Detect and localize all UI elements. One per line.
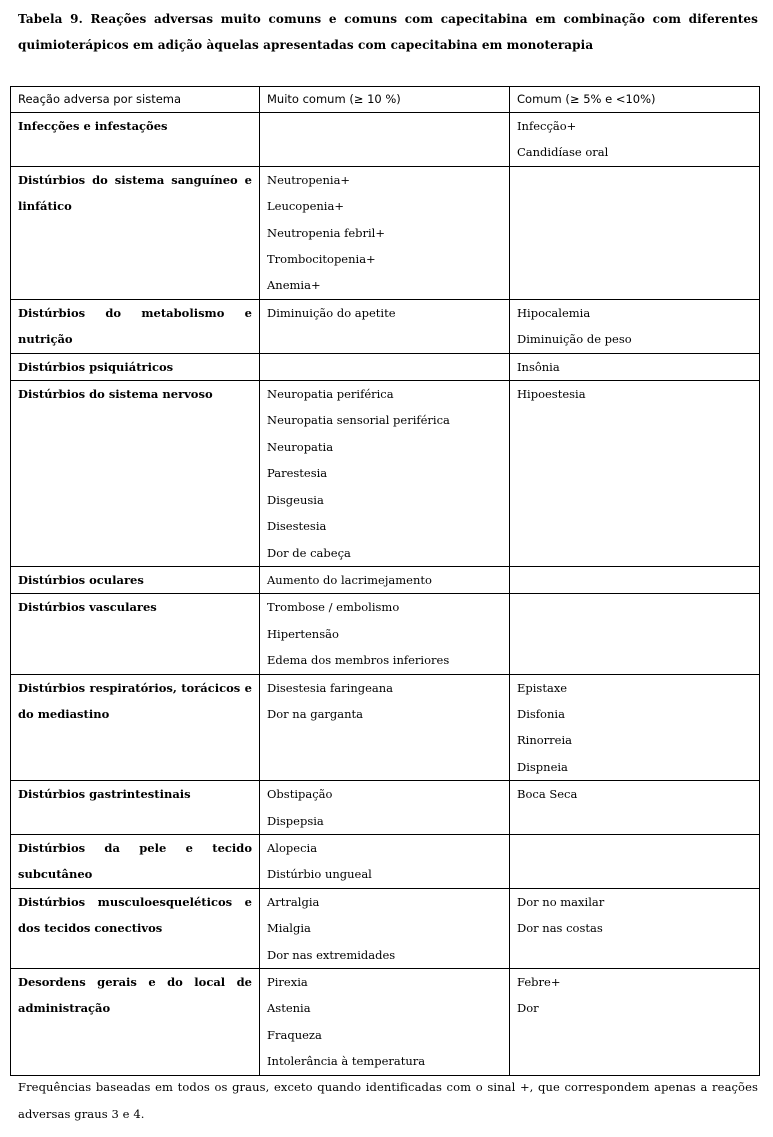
reaction-item: Dor	[517, 1001, 539, 1016]
system-cell	[11, 381, 260, 567]
reaction-item: Disestesia faringeana	[267, 680, 394, 695]
column-header-common: Comum (≥ 5% e <10%)	[510, 87, 760, 113]
reaction-item: Candidíase oral	[517, 145, 609, 160]
system-cell	[11, 594, 260, 674]
reaction-item: Trombocitopenia+	[267, 252, 376, 267]
table-row	[11, 113, 760, 167]
reaction-item: Febre+	[517, 975, 561, 989]
reaction-item: Hipoestesia	[517, 387, 586, 402]
reaction-item: Hipocalemia	[517, 305, 591, 320]
very-common-cell	[260, 888, 510, 968]
system-label: Infecções e infestações	[18, 119, 168, 133]
reaction-item: Neutropenia febril+	[267, 225, 385, 240]
table-row	[11, 594, 760, 674]
reaction-item: Alopecia	[267, 840, 318, 855]
table-caption: Tabela 9. Reações adversas muito comuns e comuns com capecitabina em combinação com diferentes quimioterápicos em adição àquelas apresentadas com capecitabina em monoterapia	[18, 12, 758, 52]
reaction-item: Dispneia	[517, 759, 568, 774]
reaction-item: Parestesia	[267, 466, 328, 481]
very-common-cell	[260, 166, 510, 299]
common-cell	[510, 834, 760, 888]
reaction-item: Fraqueza	[267, 1027, 322, 1042]
reaction-item: Hipertensão	[267, 626, 339, 641]
system-cell	[11, 781, 260, 835]
reaction-item: Leucopenia+	[267, 199, 344, 214]
column-header-very-common: Muito comum (≥ 10 %)	[260, 87, 510, 113]
column-header-system: Reação adversa por sistema	[11, 87, 260, 113]
very-common-cell	[260, 381, 510, 567]
very-common-cell	[260, 969, 510, 1076]
table-row	[11, 781, 760, 835]
reaction-item: Neuropatia	[267, 439, 334, 454]
reaction-item: Anemia+	[267, 278, 321, 293]
system-cell	[11, 969, 260, 1076]
table-row	[11, 969, 760, 1076]
system-label: Distúrbios gastrintestinais	[18, 787, 191, 802]
reaction-item: Neuropatia periférica	[267, 387, 394, 402]
very-common-cell	[260, 834, 510, 888]
reaction-item: Boca Seca	[517, 787, 578, 802]
reaction-item: Dor nas extremidades	[267, 947, 396, 962]
common-cell	[510, 381, 760, 567]
system-cell	[11, 299, 260, 353]
system-label: Distúrbios psiquiátricos	[18, 359, 174, 374]
table-footnote: Frequências baseadas em todos os graus, exceto quando identificadas com o sinal +, que correspondem apenas a reações adversas graus 3 e 4.	[18, 1080, 758, 1121]
reaction-item: Dor na garganta	[267, 706, 364, 721]
table-row	[11, 381, 760, 567]
reaction-item: Intolerância à temperatura	[267, 1054, 426, 1069]
common-cell	[510, 166, 760, 299]
common-cell	[510, 353, 760, 380]
reaction-item: Disgeusia	[267, 492, 324, 507]
reaction-item: Obstipação	[267, 787, 333, 802]
table-row	[11, 674, 760, 781]
very-common-cell	[260, 566, 510, 593]
reaction-item: Mialgia	[267, 921, 311, 936]
reaction-item: Diminuição de peso	[517, 332, 632, 347]
reaction-item: Distúrbio ungueal	[267, 867, 372, 882]
very-common-cell	[260, 353, 510, 380]
very-common-cell	[260, 674, 510, 781]
system-cell	[11, 166, 260, 299]
system-label: Distúrbios do sistema sanguíneo e linfático	[18, 172, 252, 214]
reaction-item: Dispepsia	[267, 813, 324, 828]
common-cell	[510, 566, 760, 593]
system-cell	[11, 674, 260, 781]
table-header-row	[11, 87, 760, 113]
system-cell	[11, 353, 260, 380]
system-label: Distúrbios da pele e tecido subcutâneo	[18, 840, 252, 882]
system-label: Distúrbios vasculares	[18, 600, 157, 615]
reaction-item: Edema dos membros inferiores	[267, 653, 450, 668]
reaction-item: Insônia	[517, 359, 560, 374]
table-row	[11, 299, 760, 353]
common-cell	[510, 594, 760, 674]
common-cell	[510, 674, 760, 781]
system-cell	[11, 834, 260, 888]
table-row	[11, 888, 760, 968]
common-cell	[510, 969, 760, 1076]
reaction-item: Neuropatia sensorial periférica	[267, 413, 450, 428]
common-cell	[510, 888, 760, 968]
common-cell	[510, 781, 760, 835]
reaction-item: Dor nas costas	[517, 921, 603, 936]
reaction-item: Dor de cabeça	[267, 545, 351, 560]
table-row	[11, 166, 760, 299]
system-label: Distúrbios do metabolismo e nutrição	[18, 305, 252, 347]
reaction-item: Artralgia	[267, 894, 320, 909]
reaction-item: Disestesia	[267, 519, 327, 534]
reaction-item: Neutropenia+	[267, 172, 351, 187]
system-label: Distúrbios respiratórios, torácicos e do mediastino	[18, 680, 252, 721]
reaction-item: Pirexia	[267, 975, 308, 989]
table-row	[11, 834, 760, 888]
reaction-item: Aumento do lacrimejamento	[267, 572, 432, 587]
adverse-reactions-table	[10, 86, 760, 1076]
system-label: Distúrbios musculoesqueléticos e dos tecidos conectivos	[18, 894, 252, 936]
reaction-item: Astenia	[267, 1001, 311, 1016]
system-cell	[11, 888, 260, 968]
very-common-cell	[260, 594, 510, 674]
table-row	[11, 353, 760, 380]
table-row	[11, 566, 760, 593]
very-common-cell	[260, 113, 510, 167]
very-common-cell	[260, 299, 510, 353]
reaction-item: Dor no maxilar	[517, 894, 605, 909]
system-label: Distúrbios do sistema nervoso	[18, 387, 213, 402]
reaction-item: Diminuição do apetite	[267, 305, 396, 320]
common-cell	[510, 299, 760, 353]
reaction-item: Epistaxe	[517, 680, 568, 695]
system-label: Distúrbios oculares	[18, 572, 144, 587]
very-common-cell	[260, 781, 510, 835]
reaction-item: Trombose / embolismo	[267, 600, 400, 615]
reaction-item: Infecção+	[517, 119, 577, 133]
system-label: Desordens gerais e do local de administração	[18, 975, 252, 1016]
reaction-item: Rinorreia	[517, 733, 573, 748]
system-cell	[11, 566, 260, 593]
common-cell	[510, 113, 760, 167]
system-cell	[11, 113, 260, 167]
reaction-item: Disfonia	[517, 706, 565, 721]
